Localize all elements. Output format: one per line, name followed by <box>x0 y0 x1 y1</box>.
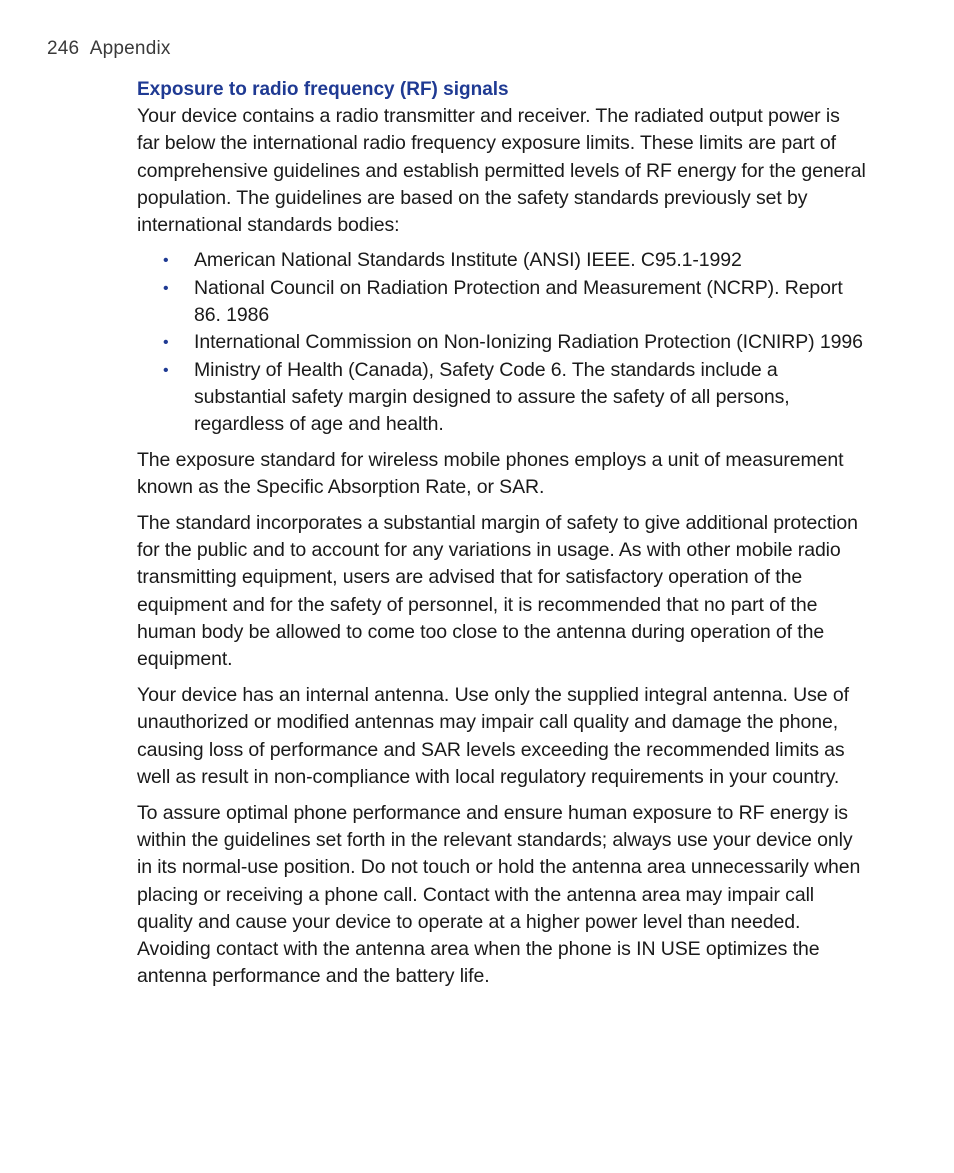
list-item <box>163 329 867 356</box>
normal-use-paragraph: To assure optimal phone performance and ensure human exposure to RF energy is within the guidelines set forth in the relevant standards; always use your device only in its normal-use position. Do not touch or hold the antenna area unnecessarily when placing or receiving a phone call. Contact with the antenna area may impair call quality and cause your device to operate at a higher power level than needed. Avoiding contact with the antenna area when the phone is IN USE optimizes the antenna performance and the battery life. <box>137 801 861 988</box>
bullet-icon: • <box>163 279 169 297</box>
list-item <box>163 247 867 274</box>
list-item <box>163 275 867 330</box>
bullet-icon: • <box>163 361 169 379</box>
standards-list <box>137 247 867 438</box>
antenna-paragraph: Your device has an internal antenna. Use only the supplied integral antenna. Use of unauthorized or modified antennas may impair call quality and damage the phone, causing loss of performance and SAR levels exceeding the recommended limits as well as result in non-compliance with local regulatory requirements in your country. <box>137 683 849 788</box>
document-body <box>137 76 867 991</box>
bullet-icon: • <box>163 252 169 270</box>
list-item-text: American National Standards Institute (ANSI) IEEE. C95.1-1992 <box>194 249 742 272</box>
page-number: 246 <box>47 38 80 59</box>
bullet-icon: • <box>163 334 169 352</box>
header-section-name: Appendix <box>89 38 171 59</box>
list-item-text: Ministry of Health (Canada), Safety Code 6. The standards include a substantial safety margin designed to assure the safety of all persons, regardless of age and health. <box>194 358 790 436</box>
sar-paragraph: The exposure standard for wireless mobile phones employs a unit of measurement known as the Specific Absorption Rate, or SAR. <box>137 448 844 498</box>
safety-margin-paragraph: The standard incorporates a substantial margin of safety to give additional protection for the public and to account for any variations in usage. As with other mobile radio transmitting equipment, users are advised that for satisfactory operation of the equipment and for the safety of personnel, it is recommended that no part of the human body be allowed to come too close to the antenna during operation of the equipment. <box>137 511 858 671</box>
running-header <box>47 38 171 60</box>
intro-paragraph: Your device contains a radio transmitter and receiver. The radiated output power is far below the international radio frequency exposure limits. These limits are part of comprehensive guidelines and establish permitted levels of RF energy for the general population. The guidelines are based on the safety standards previously set by international standards bodies: <box>137 105 866 237</box>
section-title: Exposure to radio frequency (RF) signals <box>137 79 509 100</box>
list-item <box>163 357 867 439</box>
list-item-text: National Council on Radiation Protection and Measurement (NCRP). Report 86. 1986 <box>194 276 843 327</box>
list-item-text: International Commission on Non-Ionizing Radiation Protection (ICNIRP) 1996 <box>194 331 863 354</box>
